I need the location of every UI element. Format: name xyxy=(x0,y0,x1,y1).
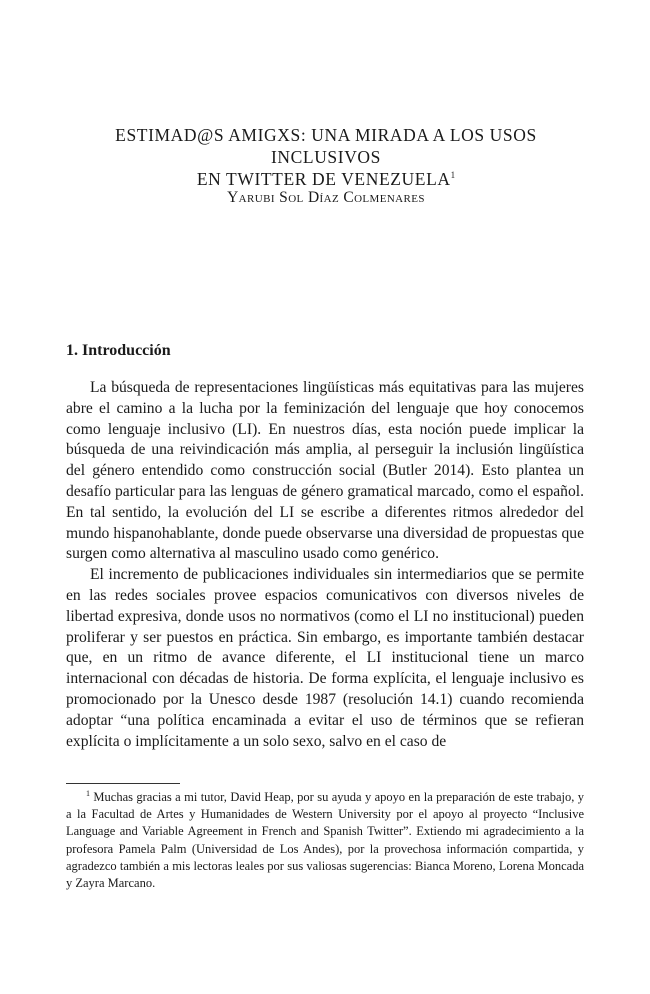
title-footnote-ref[interactable]: 1 xyxy=(450,170,456,181)
footnote-text: Muchas gracias a mi tutor, David Heap, por su ayuda y apoyo en la preparación de este trabajo, y a la Facultad de Artes y Humanidades de Western University por el apoyo al proyecto “Inclusive Language and Variable Agreement in French and Spanish Twitter”. Extiendo mi agradecimiento a la profesora Pamela Palm (Universidad de Los Andes), por la provechosa información compartida, y agradezco también a mis lectoras leales por sus valiosas sugerencias: Bianca Moreno, Lorena Moncada y Zayra Marcano. xyxy=(66,790,585,891)
footnote xyxy=(66,789,584,892)
article-title xyxy=(66,124,586,190)
section-heading: 1. Introducción xyxy=(66,342,171,359)
article-title-line-1: ESTIMAD@S AMIGXS: UNA MIRADA A LOS USOS INCLUSIVOS xyxy=(115,125,537,167)
author-name: Yarubi Sol Díaz Colmenares xyxy=(227,189,425,206)
paragraph-1: La búsqueda de representaciones lingüísticas más equitativas para las mujeres abre el camino a la lucha por la feminización del lenguaje que hoy conocemos como lenguaje inclusivo (LI). En nuestros días, esta noción puede implicar la búsqueda de una reivindicación más amplia, al perseguir la inclusión lingüística del género entendido como construcción social (Butler 2014). Esto plantea un desafío particular para las lenguas de género gramatical marcado, como el español. En tal sentido, la evolución del LI se escribe a diferentes ritmos alrededor del mundo hispanohablante, donde puede observarse una diversidad de propuestas que surgen como alternativa al masculino usado como genérico. xyxy=(66,379,584,563)
article-title-line-2-text: EN TWITTER DE VENEZUELA xyxy=(196,169,451,189)
body-text xyxy=(66,378,584,752)
article-title-line-2 xyxy=(66,168,586,190)
footnote-separator xyxy=(66,783,180,784)
paragraph-2: El incremento de publicaciones individuales sin intermediarios que se permite en las redes sociales provee espacios comunicativos con diversos niveles de libertad expresiva, donde usos no normativos (como el LI no institucional) pueden proliferar y ser puestos en práctica. Sin embargo, es importante también destacar que, en un ritmo de avance diferente, el LI institucional tiene un marco internacional con décadas de historia. De forma explícita, el lenguaje inclusivo es promocionado por la Unesco desde 1987 (resolución 14.1) cuando recomienda adoptar “una política encaminada a evitar el uso de términos que se refieran explícita o implícitamente a un solo sexo, salvo en el caso de xyxy=(66,566,584,750)
footnote-marker: 1 xyxy=(86,788,90,798)
